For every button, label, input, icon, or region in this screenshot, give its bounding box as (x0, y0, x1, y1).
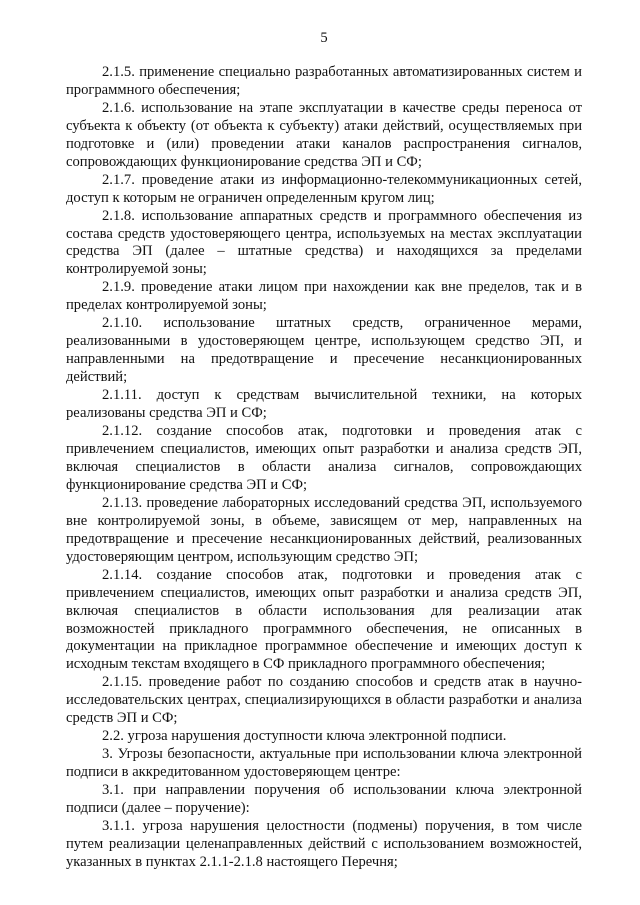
paragraph-2-1-7: 2.1.7. проведение атаки из информационно-телекоммуникационных сетей, доступ к которым не ограничен определенным кругом лиц; (66, 171, 582, 206)
paragraph-2-1-11: 2.1.11. доступ к средствам вычислительной техники, на которых реализованы средства ЭП и СФ; (66, 387, 582, 422)
paragraph-2-1-15: 2.1.15. проведение работ по созданию способов и средств атак в научно-исследовательских центрах, специализирующихся в области разработки и анализа средств ЭП и СФ; (66, 674, 582, 727)
paragraph-2-1-6: 2.1.6. использование на этапе эксплуатации в качестве среды переноса от субъекта к объекту (от объекта к субъекту) атаки действий, осуществляемых при подготовке и (или) проведении атаки каналов распространения сигналов, сопровождающих функционирование средства ЭП и СФ; (66, 99, 582, 170)
paragraph-3-1-1: 3.1.1. угроза нарушения целостности (подмены) поручения, в том числе путем реализации целенаправленных действий с использованием возможностей, указанных в пунктах 2.1.1-2.1.8 настоящего Перечня; (66, 817, 582, 870)
paragraph-2-1-10: 2.1.10. использование штатных средств, ограниченное мерами, реализованными в удостоверяющем центре, использующем средство ЭП, и направленными на предотвращение и пресечение несанкционированных действий; (66, 315, 582, 386)
paragraph-2-1-14: 2.1.14. создание способов атак, подготовки и проведения атак с привлечением специалистов, имеющих опыт разработки и анализа средств ЭП, включая специалистов в области использования для реализации атак возможностей прикладного программного обеспечения, не описанных в документации на прикладное программное обеспечение и имеющих доступ к исходным текстам входящего в СФ прикладного программного обеспечения; (66, 566, 582, 673)
paragraph-2-1-8: 2.1.8. использование аппаратных средств и программного обеспечения из состава средств удостоверяющего центра, используемых на местах эксплуатации средства ЭП (далее – штатные средства) и находящихся за пределами контролируемой зоны; (66, 207, 582, 278)
paragraph-2-1-12: 2.1.12. создание способов атак, подготовки и проведения атак с привлечением специалистов, имеющих опыт разработки и анализа средств ЭП, включая специалистов в области анализа сигналов, сопровождающих функционирование средства ЭП и СФ; (66, 423, 582, 493)
paragraph-2-2: 2.2. угроза нарушения доступности ключа электронной подписи. (102, 728, 507, 745)
paragraph-2-1-5: 2.1.5. применение специально разработанных автоматизированных систем и программного обеспечения; (66, 63, 582, 98)
paragraph-3: 3. Угрозы безопасности, актуальные при использовании ключа электронной подписи в аккредитованном удостоверяющем центре: (66, 746, 582, 781)
paragraph-2-1-9: 2.1.9. проведение атаки лицом при нахождении как вне пределов, так и в пределах контролируемой зоны; (66, 279, 582, 314)
document-page (66, 30, 582, 872)
paragraph-3-1: 3.1. при направлении поручения об использовании ключа электронной подписи (далее – поручение): (66, 782, 582, 817)
page-number: 5 (320, 30, 328, 46)
paragraph-2-1-13: 2.1.13. проведение лабораторных исследований средства ЭП, используемого вне контролируемой зоны, в объеме, зависящем от мер, направленных на предотвращение и пресечение несанкционированных действий, реализованных удостоверяющим центром, использующим средство ЭП; (66, 494, 582, 565)
